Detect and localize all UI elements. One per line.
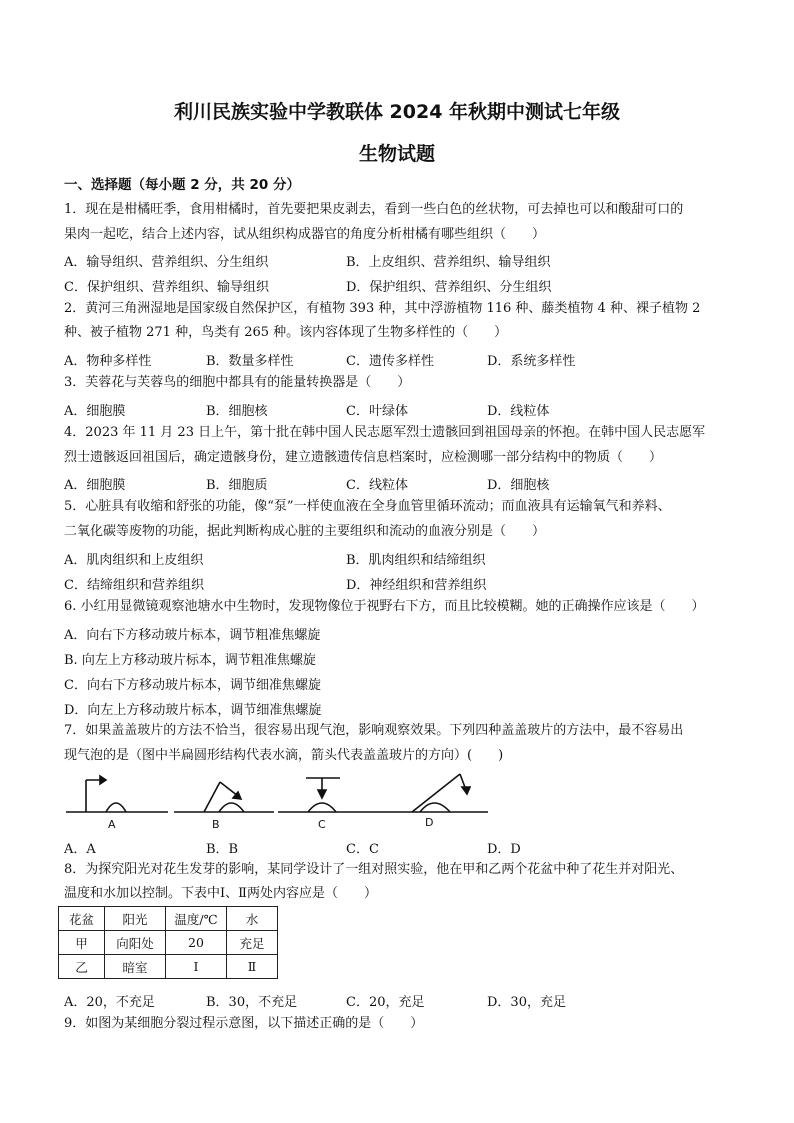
q4-stem-line2: 烈士遗骸返回祖国后，确定遗骸身份，建立遗骸遗传信息档案时，应检测哪一部分结构中的物质（ ） [64,450,663,465]
table-row [59,931,278,955]
figure-label-a: A [108,818,116,831]
q2-option-a: A．物种多样性 [64,354,152,369]
q4-stem-line1: 4．2023 年 11 月 23 日上午，第十批在韩中国人民志愿军烈士遗骸回到祖国母亲的怀抱。在韩中国人民志愿军 [64,425,706,440]
table-header-cell: 阳光 [105,907,166,931]
figure-label-c: C [318,818,326,831]
exam-title: 利川民族实验中学教联体 2024 年秋期中测试七年级 [173,101,621,123]
q8-stem-line1: 8．为探究阳光对花生发芽的影响，某同学设计了一组对照实验，他在甲和乙两个花盆中种了花生并对阳光、 [64,862,684,877]
figure-d-diagram [386,774,488,812]
table-row [59,955,278,979]
q7-option-a: A．A [64,842,96,857]
table-cell: 暗室 [105,955,166,979]
q4-option-c: C．线粒体 [346,478,408,493]
exam-subject: 生物试题 [358,143,435,165]
q6-option-b: B. 向左上方移动玻片标本，调节粗准焦螺旋 [64,653,316,668]
table-cell: 充足 [227,931,278,955]
q8-stem-line2: 温度和水加以控制。下表中Ⅰ、Ⅱ两处内容应是（ ） [64,886,377,901]
q2-stem-line1: 2．黄河三角洲湿地是国家级自然保护区，有植物 393 种，其中浮游植物 116 种、藤类植物 4 种、裸子植物 2 [64,301,701,316]
q4-option-a: A．细胞膜 [64,478,126,493]
coverslip-methods-figure [64,772,494,832]
q7-option-d: D．D [487,842,521,857]
figure-a-diagram [66,776,168,812]
q1-option-a: A．输导组织、营养组织、分生组织 [64,255,269,270]
q2-option-d: D．系统多样性 [487,354,576,369]
q6-option-c: C．向右下方移动玻片标本，调节细准焦螺旋 [64,678,321,693]
figure-b-diagram [174,782,274,812]
q2-option-c: C．遗传多样性 [346,354,434,369]
q3-option-b: B．细胞核 [206,404,268,419]
q5-stem-line2: 二氧化碳等废物的功能，据此判断构成心脏的主要组织和流动的血液分别是（ ） [64,524,546,539]
table-header-row [59,907,278,931]
figure-label-b: B [212,818,220,831]
q8-option-a: A．20，不充足 [64,995,155,1010]
table-cell: Ⅱ [227,955,278,979]
figure-label-d: D [425,816,434,829]
q8-option-b: B．30，不充足 [206,995,298,1010]
q7-stem-line2: 现气泡的是（图中半扁圆形结构代表水滴，箭头代表盖盖玻片的方向）( ) [64,748,504,763]
q2-option-b: B．数量多样性 [206,354,294,369]
table-header-cell: 水 [227,907,278,931]
q9-stem-line1: 9．如图为某细胞分裂过程示意图，以下描述正确的是（ ） [64,1016,424,1031]
q7-stem-line1: 7．如果盖盖玻片的方法不恰当，很容易出现气泡，影响观察效果。下列四种盖盖玻片的方法中，最不容易出 [64,723,684,738]
q7-option-c: C．C [346,842,379,857]
table-cell: Ⅰ [166,955,227,979]
table-header-cell: 温度/℃ [166,907,227,931]
q8-data-table [58,906,278,979]
q8-option-c: C．20，充足 [346,995,425,1010]
q6-option-d: D．向左上方移动玻片标本，调节细准焦螺旋 [64,703,322,718]
table-cell: 向阳处 [105,931,166,955]
q6-stem-line1: 6. 小红用显微镜观察池塘水中生物时，发现物像位于视野右下方，而且比较模糊。她的正确操作应该是（ ） [64,599,705,614]
q1-option-c: C．保护组织、营养组织、输导组织 [64,280,269,295]
section-heading: 一、选择题（每小题 2 分，共 20 分） [64,177,300,193]
q3-option-a: A．细胞膜 [64,404,126,419]
q3-option-c: C．叶绿体 [346,404,408,419]
q5-option-b: B．肌肉组织和结缔组织 [346,553,486,568]
table-cell: 乙 [59,955,105,979]
q4-option-d: D．细胞核 [487,478,550,493]
q3-stem-line1: 3．芙蓉花与芙蓉鸟的细胞中都具有的能量转换器是（ ） [64,375,411,390]
table-cell: 甲 [59,931,105,955]
q6-option-a: A．向右下方移动玻片标本，调节粗准焦螺旋 [64,628,321,643]
table-cell: 20 [166,931,227,955]
q8-option-d: D．30，充足 [487,995,566,1010]
q7-option-b: B．B [206,842,239,857]
q1-option-d: D．保护组织、营养组织、分生组织 [346,280,552,295]
q5-option-c: C．结缔组织和营养组织 [64,578,204,593]
table-header-cell: 花盆 [59,907,105,931]
q4-option-b: B．细胞质 [206,478,268,493]
q3-option-d: D．线粒体 [487,404,550,419]
q2-stem-line2: 种、被子植物 271 种，鸟类有 265 种。该内容体现了生物多样性的（ ） [64,325,508,340]
q1-stem-line1: 1．现在是柑橘旺季，食用柑橘时，首先要把果皮剥去，看到一些白色的丝状物，可去掉也可以和酸甜可口的 [64,202,684,217]
q5-stem-line1: 5．心脏具有收缩和舒张的功能，像“泵”一样使血液在全身血管里循环流动；而血液具有运输氧气和养料、 [64,499,671,514]
q5-option-a: A．肌肉组织和上皮组织 [64,553,204,568]
figure-c-diagram [278,778,386,812]
q5-option-d: D．神经组织和营养组织 [346,578,487,593]
q1-option-b: B．上皮组织、营养组织、输导组织 [346,255,551,270]
q1-stem-line2: 果肉一起吃，结合上述内容，试从组织构成器官的角度分析柑橘有哪些组织（ ） [64,227,546,242]
